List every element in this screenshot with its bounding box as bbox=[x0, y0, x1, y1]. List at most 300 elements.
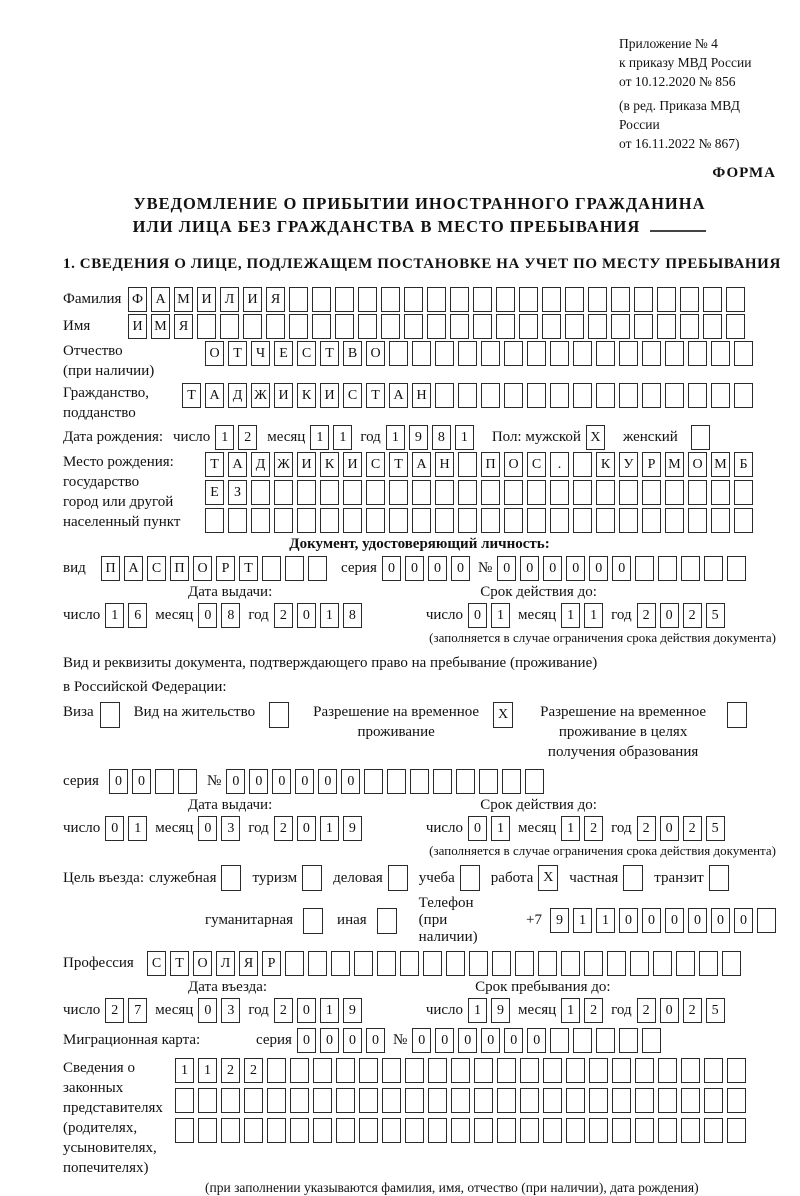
purpose-transit-checkbox[interactable] bbox=[709, 865, 729, 891]
char-box[interactable] bbox=[412, 341, 431, 366]
char-box[interactable] bbox=[711, 341, 730, 366]
char-box[interactable] bbox=[573, 341, 592, 366]
char-box[interactable] bbox=[688, 480, 707, 505]
char-box[interactable]: 8 bbox=[221, 603, 240, 628]
char-box[interactable]: К bbox=[297, 383, 316, 408]
char-box[interactable] bbox=[584, 951, 603, 976]
char-box[interactable] bbox=[221, 1118, 240, 1143]
char-box[interactable] bbox=[336, 1118, 355, 1143]
purpose-official-checkbox[interactable] bbox=[221, 865, 241, 891]
char-box[interactable] bbox=[308, 556, 327, 581]
char-box[interactable]: А bbox=[412, 452, 431, 477]
char-box[interactable]: Ч bbox=[251, 341, 270, 366]
char-box[interactable]: 0 bbox=[458, 1028, 477, 1053]
char-box[interactable] bbox=[290, 1058, 309, 1083]
char-box[interactable] bbox=[405, 1118, 424, 1143]
char-box[interactable]: 1 bbox=[310, 425, 329, 450]
char-box[interactable] bbox=[520, 1058, 539, 1083]
char-box[interactable] bbox=[474, 1118, 493, 1143]
char-box[interactable]: 0 bbox=[382, 556, 401, 581]
char-box[interactable]: 0 bbox=[734, 908, 753, 933]
char-box[interactable]: 0 bbox=[660, 816, 679, 841]
char-box[interactable] bbox=[469, 951, 488, 976]
char-box[interactable] bbox=[657, 314, 676, 339]
char-box[interactable] bbox=[681, 556, 700, 581]
char-box[interactable]: Т bbox=[228, 341, 247, 366]
char-box[interactable]: 1 bbox=[320, 998, 339, 1023]
char-box[interactable] bbox=[588, 314, 607, 339]
char-box[interactable]: И bbox=[343, 452, 362, 477]
char-box[interactable]: 0 bbox=[451, 556, 470, 581]
char-box[interactable] bbox=[566, 1058, 585, 1083]
char-box[interactable]: У bbox=[619, 452, 638, 477]
char-box[interactable]: 1 bbox=[175, 1058, 194, 1083]
char-box[interactable] bbox=[267, 1088, 286, 1113]
char-box[interactable]: 2 bbox=[274, 998, 293, 1023]
title-blank-underline[interactable] bbox=[650, 216, 706, 232]
char-box[interactable] bbox=[573, 1028, 592, 1053]
char-box[interactable] bbox=[680, 314, 699, 339]
char-box[interactable]: И bbox=[128, 314, 147, 339]
char-box[interactable]: И bbox=[197, 287, 216, 312]
char-box[interactable]: 7 bbox=[128, 998, 147, 1023]
char-box[interactable]: 1 bbox=[561, 603, 580, 628]
char-box[interactable]: 2 bbox=[221, 1058, 240, 1083]
char-box[interactable]: О bbox=[366, 341, 385, 366]
char-box[interactable] bbox=[312, 314, 331, 339]
char-box[interactable] bbox=[642, 508, 661, 533]
char-box[interactable] bbox=[289, 287, 308, 312]
char-box[interactable] bbox=[634, 314, 653, 339]
char-box[interactable] bbox=[527, 508, 546, 533]
char-box[interactable]: 0 bbox=[297, 998, 316, 1023]
char-box[interactable] bbox=[711, 480, 730, 505]
char-box[interactable]: 6 bbox=[128, 603, 147, 628]
char-box[interactable] bbox=[335, 314, 354, 339]
char-box[interactable] bbox=[262, 556, 281, 581]
char-box[interactable] bbox=[358, 314, 377, 339]
char-box[interactable] bbox=[634, 287, 653, 312]
char-box[interactable]: 0 bbox=[428, 556, 447, 581]
char-box[interactable] bbox=[458, 480, 477, 505]
char-box[interactable]: 0 bbox=[198, 816, 217, 841]
char-box[interactable] bbox=[405, 1088, 424, 1113]
char-box[interactable]: 1 bbox=[596, 908, 615, 933]
char-box[interactable] bbox=[220, 314, 239, 339]
char-box[interactable] bbox=[543, 1088, 562, 1113]
char-box[interactable]: 0 bbox=[468, 816, 487, 841]
char-box[interactable] bbox=[221, 1088, 240, 1113]
char-box[interactable]: Н bbox=[412, 383, 431, 408]
char-box[interactable]: 0 bbox=[343, 1028, 362, 1053]
char-box[interactable]: 0 bbox=[566, 556, 585, 581]
purpose-other-checkbox[interactable] bbox=[377, 908, 397, 934]
char-box[interactable] bbox=[497, 1118, 516, 1143]
char-box[interactable]: 0 bbox=[665, 908, 684, 933]
char-box[interactable]: С bbox=[343, 383, 362, 408]
char-box[interactable]: А bbox=[205, 383, 224, 408]
char-box[interactable] bbox=[492, 951, 511, 976]
char-box[interactable] bbox=[175, 1088, 194, 1113]
char-box[interactable] bbox=[635, 1058, 654, 1083]
char-box[interactable] bbox=[433, 769, 452, 794]
char-box[interactable] bbox=[565, 287, 584, 312]
char-box[interactable]: О bbox=[504, 452, 523, 477]
char-box[interactable]: 1 bbox=[468, 998, 487, 1023]
char-box[interactable] bbox=[404, 314, 423, 339]
char-box[interactable] bbox=[451, 1118, 470, 1143]
char-box[interactable]: 0 bbox=[660, 603, 679, 628]
char-box[interactable] bbox=[665, 480, 684, 505]
char-box[interactable] bbox=[681, 1088, 700, 1113]
char-box[interactable]: С bbox=[527, 452, 546, 477]
char-box[interactable] bbox=[435, 480, 454, 505]
char-box[interactable]: 9 bbox=[491, 998, 510, 1023]
char-box[interactable] bbox=[722, 951, 741, 976]
char-box[interactable] bbox=[665, 341, 684, 366]
char-box[interactable]: 0 bbox=[341, 769, 360, 794]
char-box[interactable]: 0 bbox=[660, 998, 679, 1023]
char-box[interactable] bbox=[359, 1088, 378, 1113]
char-box[interactable] bbox=[428, 1118, 447, 1143]
char-box[interactable] bbox=[543, 1118, 562, 1143]
char-box[interactable]: 2 bbox=[637, 998, 656, 1023]
char-box[interactable]: П bbox=[101, 556, 120, 581]
char-box[interactable] bbox=[244, 1088, 263, 1113]
char-box[interactable] bbox=[285, 951, 304, 976]
char-box[interactable] bbox=[412, 508, 431, 533]
char-box[interactable]: А bbox=[124, 556, 143, 581]
char-box[interactable]: Д bbox=[228, 383, 247, 408]
char-box[interactable] bbox=[727, 1088, 746, 1113]
char-box[interactable] bbox=[704, 1058, 723, 1083]
char-box[interactable]: И bbox=[297, 452, 316, 477]
char-box[interactable] bbox=[473, 314, 492, 339]
char-box[interactable] bbox=[642, 383, 661, 408]
char-box[interactable] bbox=[681, 1058, 700, 1083]
char-box[interactable] bbox=[527, 480, 546, 505]
char-box[interactable] bbox=[451, 1088, 470, 1113]
char-box[interactable] bbox=[619, 341, 638, 366]
char-box[interactable]: 0 bbox=[589, 556, 608, 581]
char-box[interactable] bbox=[320, 508, 339, 533]
char-box[interactable]: Я bbox=[266, 287, 285, 312]
char-box[interactable] bbox=[198, 1088, 217, 1113]
char-box[interactable]: Л bbox=[220, 287, 239, 312]
char-box[interactable]: С bbox=[297, 341, 316, 366]
char-box[interactable] bbox=[358, 287, 377, 312]
char-box[interactable] bbox=[607, 951, 626, 976]
char-box[interactable] bbox=[267, 1118, 286, 1143]
char-box[interactable]: 1 bbox=[333, 425, 352, 450]
char-box[interactable] bbox=[423, 951, 442, 976]
char-box[interactable]: 1 bbox=[491, 816, 510, 841]
char-box[interactable] bbox=[297, 480, 316, 505]
char-box[interactable] bbox=[458, 508, 477, 533]
char-box[interactable] bbox=[497, 1088, 516, 1113]
char-box[interactable] bbox=[251, 480, 270, 505]
char-box[interactable]: М bbox=[174, 287, 193, 312]
char-box[interactable] bbox=[688, 383, 707, 408]
char-box[interactable] bbox=[658, 1118, 677, 1143]
char-box[interactable]: И bbox=[243, 287, 262, 312]
char-box[interactable] bbox=[550, 508, 569, 533]
char-box[interactable] bbox=[612, 1058, 631, 1083]
char-box[interactable]: 2 bbox=[105, 998, 124, 1023]
char-box[interactable]: 1 bbox=[491, 603, 510, 628]
char-box[interactable] bbox=[566, 1088, 585, 1113]
char-box[interactable]: 2 bbox=[244, 1058, 263, 1083]
char-box[interactable] bbox=[711, 383, 730, 408]
char-box[interactable]: М bbox=[711, 452, 730, 477]
sex-female-checkbox[interactable] bbox=[691, 425, 710, 450]
char-box[interactable]: Р bbox=[642, 452, 661, 477]
char-box[interactable]: 9 bbox=[343, 816, 362, 841]
char-box[interactable] bbox=[481, 480, 500, 505]
char-box[interactable] bbox=[381, 287, 400, 312]
char-box[interactable] bbox=[313, 1088, 332, 1113]
char-box[interactable]: 0 bbox=[405, 556, 424, 581]
char-box[interactable]: 0 bbox=[297, 603, 316, 628]
char-box[interactable] bbox=[704, 1088, 723, 1113]
char-box[interactable] bbox=[244, 1118, 263, 1143]
char-box[interactable] bbox=[665, 383, 684, 408]
char-box[interactable] bbox=[543, 1058, 562, 1083]
char-box[interactable] bbox=[412, 480, 431, 505]
char-box[interactable]: 0 bbox=[105, 816, 124, 841]
char-box[interactable]: 0 bbox=[226, 769, 245, 794]
purpose-private-checkbox[interactable] bbox=[623, 865, 643, 891]
visa-checkbox[interactable] bbox=[100, 702, 120, 728]
char-box[interactable]: Т bbox=[205, 452, 224, 477]
char-box[interactable] bbox=[313, 1118, 332, 1143]
char-box[interactable] bbox=[366, 508, 385, 533]
char-box[interactable]: 2 bbox=[683, 816, 702, 841]
char-box[interactable] bbox=[630, 951, 649, 976]
char-box[interactable] bbox=[726, 314, 745, 339]
char-box[interactable] bbox=[285, 556, 304, 581]
char-box[interactable] bbox=[611, 314, 630, 339]
char-box[interactable] bbox=[515, 951, 534, 976]
char-box[interactable] bbox=[178, 769, 197, 794]
char-box[interactable]: 1 bbox=[128, 816, 147, 841]
char-box[interactable]: Я bbox=[174, 314, 193, 339]
char-box[interactable] bbox=[435, 508, 454, 533]
char-box[interactable] bbox=[734, 383, 753, 408]
char-box[interactable]: Р bbox=[262, 951, 281, 976]
char-box[interactable]: В bbox=[343, 341, 362, 366]
char-box[interactable]: М bbox=[151, 314, 170, 339]
char-box[interactable] bbox=[382, 1058, 401, 1083]
char-box[interactable] bbox=[198, 1118, 217, 1143]
char-box[interactable] bbox=[704, 556, 723, 581]
char-box[interactable]: 0 bbox=[642, 908, 661, 933]
purpose-work-checkbox[interactable]: X bbox=[538, 865, 558, 891]
char-box[interactable] bbox=[205, 508, 224, 533]
char-box[interactable] bbox=[359, 1118, 378, 1143]
char-box[interactable]: 0 bbox=[198, 603, 217, 628]
residence-permit-checkbox[interactable] bbox=[269, 702, 289, 728]
char-box[interactable] bbox=[267, 1058, 286, 1083]
char-box[interactable] bbox=[519, 314, 538, 339]
char-box[interactable] bbox=[676, 951, 695, 976]
char-box[interactable] bbox=[251, 508, 270, 533]
char-box[interactable] bbox=[635, 1088, 654, 1113]
char-box[interactable] bbox=[427, 314, 446, 339]
temporary-residence-education-checkbox[interactable] bbox=[727, 702, 747, 728]
char-box[interactable] bbox=[589, 1118, 608, 1143]
char-box[interactable] bbox=[290, 1088, 309, 1113]
char-box[interactable]: 9 bbox=[550, 908, 569, 933]
char-box[interactable] bbox=[565, 314, 584, 339]
char-box[interactable] bbox=[589, 1058, 608, 1083]
char-box[interactable] bbox=[726, 287, 745, 312]
char-box[interactable] bbox=[364, 769, 383, 794]
char-box[interactable] bbox=[619, 1028, 638, 1053]
char-box[interactable] bbox=[313, 1058, 332, 1083]
char-box[interactable] bbox=[681, 1118, 700, 1143]
char-box[interactable]: 0 bbox=[320, 1028, 339, 1053]
char-box[interactable] bbox=[389, 508, 408, 533]
char-box[interactable] bbox=[704, 1118, 723, 1143]
char-box[interactable] bbox=[504, 383, 523, 408]
char-box[interactable]: 2 bbox=[683, 998, 702, 1023]
char-box[interactable] bbox=[474, 1088, 493, 1113]
char-box[interactable] bbox=[635, 556, 654, 581]
char-box[interactable]: 0 bbox=[481, 1028, 500, 1053]
char-box[interactable]: Ж bbox=[274, 452, 293, 477]
char-box[interactable]: К bbox=[596, 452, 615, 477]
char-box[interactable] bbox=[711, 508, 730, 533]
char-box[interactable]: 1 bbox=[320, 816, 339, 841]
char-box[interactable] bbox=[410, 769, 429, 794]
char-box[interactable]: М bbox=[665, 452, 684, 477]
char-box[interactable] bbox=[504, 341, 523, 366]
char-box[interactable] bbox=[427, 287, 446, 312]
char-box[interactable] bbox=[458, 383, 477, 408]
char-box[interactable] bbox=[657, 287, 676, 312]
char-box[interactable]: О bbox=[688, 452, 707, 477]
char-box[interactable]: 3 bbox=[221, 998, 240, 1023]
char-box[interactable] bbox=[389, 341, 408, 366]
char-box[interactable]: 2 bbox=[274, 816, 293, 841]
char-box[interactable]: А bbox=[151, 287, 170, 312]
char-box[interactable]: К bbox=[320, 452, 339, 477]
char-box[interactable]: О bbox=[205, 341, 224, 366]
char-box[interactable] bbox=[734, 341, 753, 366]
char-box[interactable]: 1 bbox=[561, 816, 580, 841]
char-box[interactable]: 0 bbox=[366, 1028, 385, 1053]
char-box[interactable]: З bbox=[228, 480, 247, 505]
char-box[interactable]: 2 bbox=[238, 425, 257, 450]
char-box[interactable]: Б bbox=[734, 452, 753, 477]
char-box[interactable]: Т bbox=[170, 951, 189, 976]
char-box[interactable]: 2 bbox=[637, 603, 656, 628]
char-box[interactable] bbox=[481, 508, 500, 533]
char-box[interactable]: 0 bbox=[272, 769, 291, 794]
char-box[interactable]: Р bbox=[216, 556, 235, 581]
char-box[interactable] bbox=[450, 287, 469, 312]
char-box[interactable]: 2 bbox=[683, 603, 702, 628]
char-box[interactable] bbox=[566, 1118, 585, 1143]
char-box[interactable]: Ф bbox=[128, 287, 147, 312]
purpose-business-checkbox[interactable] bbox=[388, 865, 408, 891]
char-box[interactable] bbox=[619, 383, 638, 408]
char-box[interactable] bbox=[197, 314, 216, 339]
char-box[interactable] bbox=[588, 287, 607, 312]
char-box[interactable]: 0 bbox=[688, 908, 707, 933]
char-box[interactable]: 0 bbox=[412, 1028, 431, 1053]
char-box[interactable] bbox=[343, 480, 362, 505]
char-box[interactable] bbox=[387, 769, 406, 794]
char-box[interactable]: Н bbox=[435, 452, 454, 477]
char-box[interactable] bbox=[596, 508, 615, 533]
char-box[interactable]: 0 bbox=[612, 556, 631, 581]
char-box[interactable] bbox=[155, 769, 174, 794]
char-box[interactable] bbox=[297, 508, 316, 533]
char-box[interactable] bbox=[703, 314, 722, 339]
char-box[interactable] bbox=[497, 1058, 516, 1083]
char-box[interactable] bbox=[404, 287, 423, 312]
char-box[interactable] bbox=[665, 508, 684, 533]
char-box[interactable]: 1 bbox=[561, 998, 580, 1023]
char-box[interactable] bbox=[596, 1028, 615, 1053]
char-box[interactable] bbox=[474, 1058, 493, 1083]
char-box[interactable]: 0 bbox=[297, 816, 316, 841]
char-box[interactable]: 1 bbox=[386, 425, 405, 450]
char-box[interactable] bbox=[550, 383, 569, 408]
char-box[interactable] bbox=[561, 951, 580, 976]
purpose-humanitarian-checkbox[interactable] bbox=[303, 908, 323, 934]
char-box[interactable]: 1 bbox=[198, 1058, 217, 1083]
char-box[interactable] bbox=[734, 480, 753, 505]
char-box[interactable] bbox=[757, 908, 776, 933]
char-box[interactable] bbox=[727, 556, 746, 581]
char-box[interactable] bbox=[520, 1088, 539, 1113]
char-box[interactable]: 0 bbox=[198, 998, 217, 1023]
char-box[interactable] bbox=[699, 951, 718, 976]
char-box[interactable]: 0 bbox=[249, 769, 268, 794]
char-box[interactable] bbox=[266, 314, 285, 339]
char-box[interactable] bbox=[542, 314, 561, 339]
char-box[interactable]: Л bbox=[216, 951, 235, 976]
char-box[interactable] bbox=[320, 480, 339, 505]
char-box[interactable] bbox=[642, 341, 661, 366]
char-box[interactable]: 2 bbox=[584, 816, 603, 841]
char-box[interactable] bbox=[335, 287, 354, 312]
char-box[interactable] bbox=[354, 951, 373, 976]
char-box[interactable]: 2 bbox=[584, 998, 603, 1023]
char-box[interactable] bbox=[611, 287, 630, 312]
char-box[interactable] bbox=[336, 1088, 355, 1113]
char-box[interactable]: 0 bbox=[504, 1028, 523, 1053]
temporary-residence-checkbox[interactable]: X bbox=[493, 702, 513, 728]
char-box[interactable] bbox=[538, 951, 557, 976]
char-box[interactable]: 0 bbox=[468, 603, 487, 628]
char-box[interactable]: 1 bbox=[573, 908, 592, 933]
char-box[interactable]: Т bbox=[389, 452, 408, 477]
char-box[interactable]: 3 bbox=[221, 816, 240, 841]
char-box[interactable] bbox=[596, 341, 615, 366]
char-box[interactable] bbox=[653, 951, 672, 976]
char-box[interactable] bbox=[331, 951, 350, 976]
char-box[interactable]: Д bbox=[251, 452, 270, 477]
char-box[interactable] bbox=[458, 452, 477, 477]
purpose-study-checkbox[interactable] bbox=[460, 865, 480, 891]
char-box[interactable] bbox=[446, 951, 465, 976]
char-box[interactable] bbox=[550, 480, 569, 505]
char-box[interactable]: 5 bbox=[706, 998, 725, 1023]
